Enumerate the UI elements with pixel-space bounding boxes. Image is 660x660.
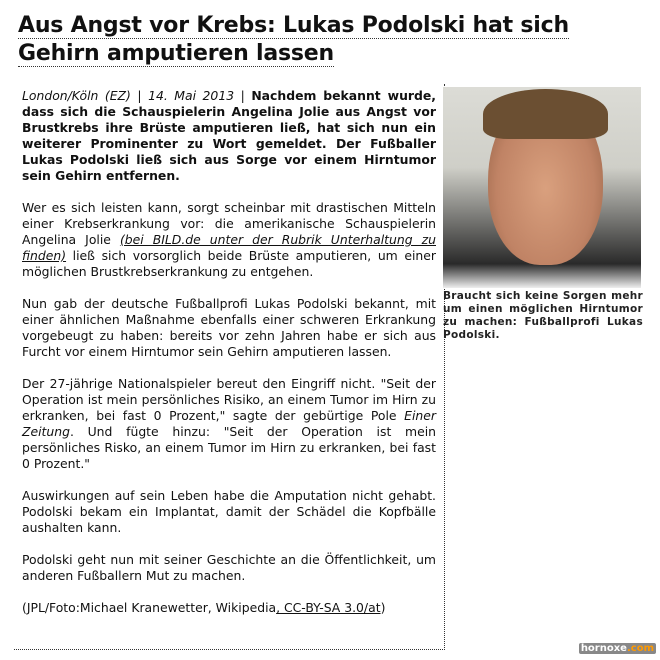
watermark: hornoxe.com bbox=[580, 643, 654, 654]
bild-link[interactable]: (bei BILD.de unter der Rubrik Unterhaltung zu finden) bbox=[22, 232, 436, 263]
page-title: Aus Angst vor Krebs: Lukas Podolski hat sich Gehirn amputieren lassen bbox=[18, 13, 569, 66]
photo-caption: Braucht sich keine Sorgen mehr um einen möglichen Hirntumor zu machen: Fußballprofi Lukas Podolski. bbox=[443, 290, 643, 341]
article-body bbox=[14, 84, 445, 650]
paragraph: Podolski geht nun mit seiner Geschichte an die Öffentlichkeit, um anderen Fußballern Mut zu machen. bbox=[22, 552, 436, 583]
lead-paragraph: London/Köln (EZ) | 14. Mai 2013 | Nachdem bekannt wurde, dass sich die Schauspielerin Angelina Jolie aus Angst vor Brustkrebs ihre Brüste amputieren ließ, hat sich nun ein weiterer Prominenter zu Wort gemeldet. Der Fußballer Lukas Podolski ließ sich aus Sorge vor einem Hirntumor sein Gehirn entfernen. bbox=[22, 88, 436, 183]
dateline: London/Köln (EZ) | 14. Mai 2013 | bbox=[22, 88, 245, 103]
paragraph: Auswirkungen auf sein Leben habe die Amputation nicht gehabt. Podolski bekam ein Implantat, damit der Schädel die Kopfbälle aushalten kann. bbox=[22, 488, 436, 535]
paragraph: Nun gab der deutsche Fußballprofi Lukas Podolski bekannt, mit einer ähnlichen Maßnahme ebenfalls einer schweren Erkrankung vorgebeugt zu haben: bereits vor zehn Jahren habe er sich aus Furcht vor einem Hirntumor sein Gehirn amputieren lassen. bbox=[22, 296, 436, 359]
podolski-photo bbox=[443, 87, 641, 288]
license-link[interactable]: , CC-BY-SA 3.0/at bbox=[276, 600, 381, 615]
paragraph: Wer es sich leisten kann, sorgt scheinbar mit drastischen Mitteln einer Krebserkrankung vor: die amerikanische Schauspielerin Angelina Jolie (bei BILD.de unter der Rubrik Unterhaltung zu finden) ließ sich vorsorglich beide Brüste amputieren, um einer möglichen Brustkrebserkrankung zu entgehen. bbox=[22, 200, 436, 279]
paragraph: Der 27-jährige Nationalspieler bereut den Eingriff nicht. "Seit der Operation ist mein persönliches Risiko, an einem Tumor im Hirn zu erkranken, bei fast 0 Prozent," sagte der gebürtige Pole Einer Zeitung. Und fügte hinzu: "Seit der Operation ist mein persönliches Risko, an einem Tumor im Hirn zu erkranken, bei fast 0 Prozent." bbox=[22, 376, 436, 471]
photo-credit: (JPL/Foto:Michael Kranewetter, Wikipedia, CC-BY-SA 3.0/at) bbox=[22, 600, 386, 615]
